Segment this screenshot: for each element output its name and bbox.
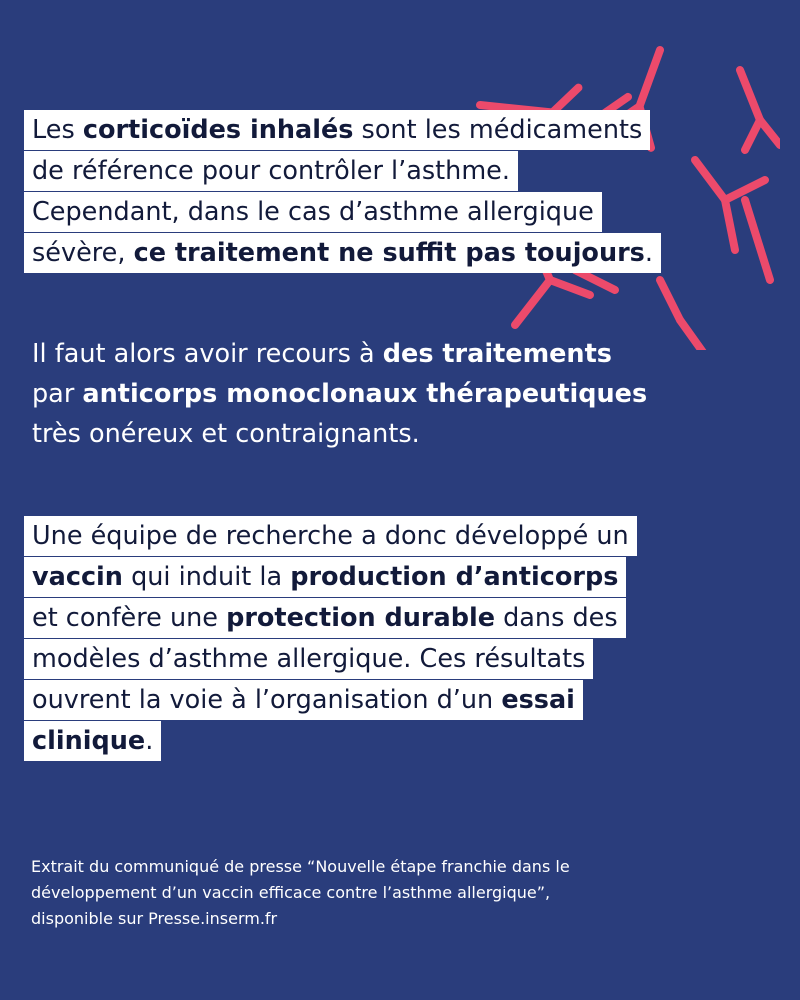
bold-text: anticorps monoclonaux thérapeutiques xyxy=(82,379,648,409)
text-segment: qui induit la xyxy=(122,562,291,592)
text-segment: et confère une xyxy=(32,603,227,633)
text-line xyxy=(24,516,637,556)
bold-text: clinique xyxy=(32,726,146,756)
text-segment: dans des xyxy=(495,603,618,633)
text-segment: Il faut alors avoir recours à xyxy=(32,339,383,369)
text-line xyxy=(24,233,661,273)
text-line xyxy=(32,374,647,414)
text-segment: de référence pour contrôler l’asthme. xyxy=(32,156,510,186)
text-segment: très onéreux et contraignants. xyxy=(32,419,420,449)
bold-text: protection durable xyxy=(226,603,495,633)
text-segment: . xyxy=(644,238,653,268)
footer-line: Extrait du communiqué de presse “Nouvelle étape franchie dans le xyxy=(31,857,570,876)
intro-paragraph xyxy=(24,110,661,274)
antibody-icon xyxy=(660,280,705,350)
text-line xyxy=(24,557,626,597)
text-segment: sévère, xyxy=(32,238,134,268)
text-segment: modèles d’asthme allergique. Ces résultats xyxy=(32,644,586,674)
text-line xyxy=(24,598,626,638)
text-line xyxy=(24,721,161,761)
bold-text: vaccin xyxy=(32,562,123,592)
text-segment: Les xyxy=(32,115,83,145)
treatment-paragraph xyxy=(24,334,647,454)
text-segment: sont les médicaments xyxy=(353,115,643,145)
text-segment: par xyxy=(32,379,83,409)
bold-text: ce traitement ne suffit pas toujours xyxy=(133,238,645,268)
antibody-icon xyxy=(695,160,770,280)
footer-line: disponible sur Presse.inserm.fr xyxy=(31,909,278,928)
vaccine-paragraph xyxy=(24,516,637,762)
text-line xyxy=(24,151,518,191)
bold-text: production d’anticorps xyxy=(290,562,619,592)
text-segment: Une équipe de recherche a donc développé un xyxy=(32,521,629,551)
text-line xyxy=(24,639,593,679)
antibody-icon xyxy=(740,70,780,150)
bold-text: corticoïdes inhalés xyxy=(82,115,354,145)
text-line xyxy=(32,334,647,374)
text-segment: . xyxy=(145,726,154,756)
text-segment: Cependant, dans le cas d’asthme allergique xyxy=(32,197,594,227)
text-segment: ouvrent la voie à l’organisation d’un xyxy=(32,685,502,715)
text-line xyxy=(32,414,647,454)
text-line xyxy=(24,110,650,150)
text-line xyxy=(24,192,602,232)
source-footer xyxy=(31,854,731,932)
footer-line: développement d’un vaccin efficace contre l’asthme allergique”, xyxy=(31,883,551,902)
bold-text: essai xyxy=(501,685,575,715)
text-line xyxy=(24,680,583,720)
bold-text: des traitements xyxy=(382,339,612,369)
